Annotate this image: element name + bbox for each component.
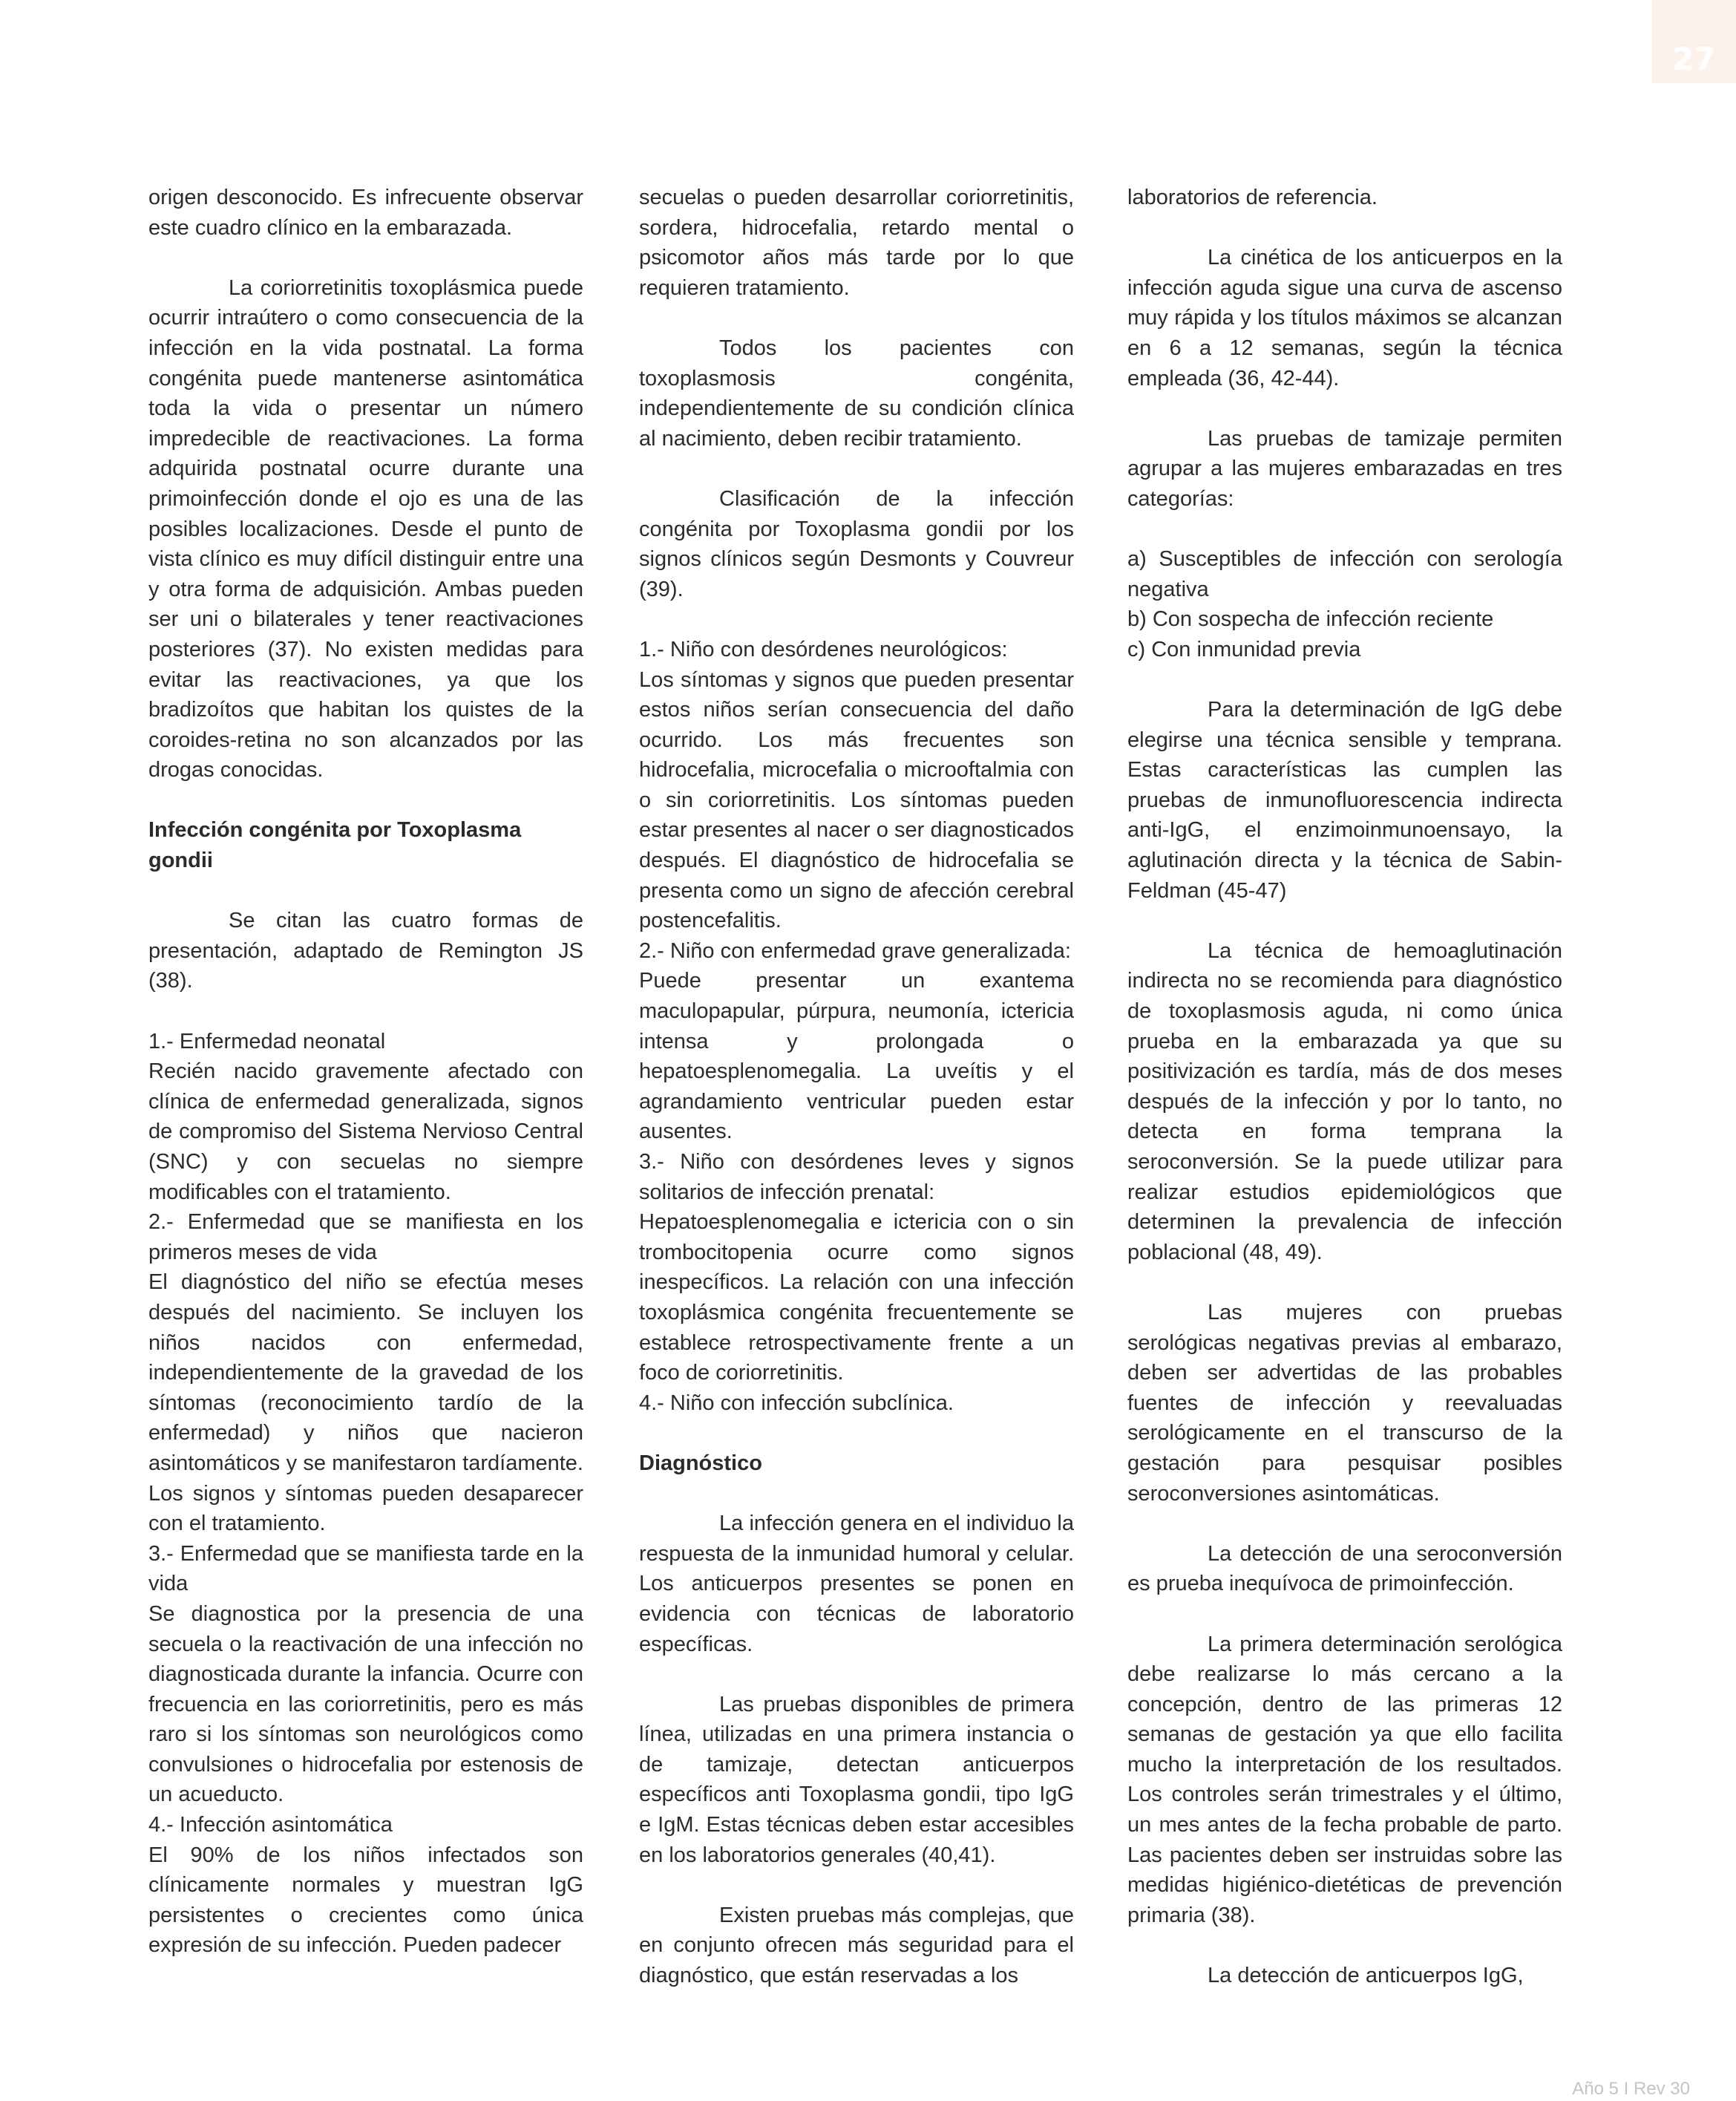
- article-column-2: [639, 183, 1074, 1991]
- list-item-title: 1.- Enfermedad neonatal: [148, 1029, 386, 1053]
- article-column-3: [1127, 183, 1562, 1991]
- paragraph: La coriorretinitis toxoplásmica puede ocurrir intraútero o como consecuencia de la infección en la vida postnatal. La forma congénita puede mantenerse asintomática toda la vida o presentar un número impredecible de reactivaciones. La forma adquirida postnatal ocurre durante una primoinfección donde el ojo es una de las posibles localizaciones. Desde el punto de vista clínico es muy difícil distinguir entre una y otra forma de adquisición. Ambas pueden ser uni o bilaterales y tener reactivaciones posteriores (37). No existen medidas para evitar las reactivaciones, ya que los bradizoítos que habitan los quistes de la coroides-retina no son alcanzados por las drogas conocidas.: [148, 275, 583, 782]
- list-item-text: El diagnóstico del niño se efectúa meses después del nacimiento. Se incluyen los niños nacidos con enfermedad, independientemente de la gravedad de los síntomas (reconocimiento tardío de la enfermedad) y niños que nacieron asintomáticos y se manifestaron tardíamente. Los signos y síntomas pueden desaparecer con el tratamiento.: [148, 1270, 583, 1536]
- footer-issue-label: Año 5 I Rev 30: [1572, 2079, 1690, 2099]
- list-item-title: 2.- Enfermedad que se manifiesta en los primeros meses de vida: [148, 1210, 583, 1264]
- list-item-title: 4.- Niño con infección subclínica.: [639, 1391, 954, 1415]
- list-item-text: Los síntomas y signos que pueden presentar estos niños serían consecuencia del daño ocurrido. Los más frecuentes son hidrocefalia, microcefalia o microoftalmia con o sin coriorretinitis. Los síntomas pueden estar presentes al nacer o ser diagnosticados después. El diagnóstico de hidrocefalia se presenta como un signo de afección cerebral postencefalitis.: [639, 667, 1074, 933]
- list-item: a) Susceptibles de infección con serología negativa: [1127, 547, 1562, 601]
- paragraph: laboratorios de referencia.: [1127, 186, 1378, 209]
- list-item: b) Con sospecha de infección reciente: [1127, 607, 1494, 632]
- list-item-text: Recién nacido gravemente afectado con clínica de enfermedad generalizada, signos de compromiso del Sistema Nervioso Central (SNC) y con secuelas no siempre modificables con el tratamiento.: [148, 1059, 583, 1204]
- section-heading: Diagnóstico: [639, 1451, 762, 1475]
- paragraph: La detección de una seroconversión es prueba inequívoca de primoinfección.: [1127, 1541, 1562, 1596]
- paragraph: origen desconocido. Es infrecuente observar este cuadro clínico en la embarazada.: [148, 186, 583, 240]
- paragraph: Para la determinación de IgG debe elegirse una técnica sensible y temprana. Estas características las cumplen las pruebas de inmunofluorescencia indirecta anti-IgG, el enzimoinmunoensayo, la aglutinación directa y la técnica de Sabin-Feldman (45-47): [1127, 698, 1562, 903]
- paragraph: Existen pruebas más complejas, que en conjunto ofrecen más seguridad para el diagnóstico, que están reservadas a los: [639, 1903, 1074, 1988]
- paragraph: Las mujeres con pruebas serológicas negativas previas al embarazo, deben ser advertidas de las probables fuentes de infección y reevaluadas serológicamente en el transcurso de la gestación para pesquisar posibles seroconversiones asintomáticas.: [1127, 1300, 1562, 1506]
- paragraph: La detección de anticuerpos IgG,: [1208, 1964, 1524, 1988]
- list-item-title: 4.- Infección asintomática: [148, 1813, 393, 1837]
- page-number-box: [1652, 0, 1736, 83]
- paragraph: Las pruebas de tamizaje permiten agrupar a las mujeres embarazadas en tres categorías:: [1127, 426, 1562, 511]
- article-column-1: [148, 183, 583, 1961]
- paragraph: La primera determinación serológica debe realizarse lo más cercano a la concepción, dentro de las primeras 12 semanas de gestación ya que ello facilita mucho la interpretación de los resultados. Los controles serán trimestrales y el último, un mes antes de la fecha probable de parto. Las pacientes deben ser instruidas sobre las medidas higiénico-dietéticas de prevención primaria (38).: [1127, 1632, 1562, 1927]
- paragraph: Se citan las cuatro formas de presentación, adaptado de Remington JS (38).: [148, 909, 583, 993]
- section-heading: Infección congénita por Toxoplasma gondii: [148, 818, 522, 873]
- list-item-text: Se diagnostica por la presencia de una secuela o la reactivación de una infección no diagnosticada durante la infancia. Ocurre con frecuencia en las coriorretinitis, pero es más raro si los síntomas son neurológicos como convulsiones o hidrocefalia por estenosis de un acueducto.: [148, 1601, 583, 1807]
- paragraph: La cinética de los anticuerpos en la infección aguda sigue una curva de ascenso muy rápida y los títulos máximos se alcanzan en 6 a 12 semanas, según la técnica empleada (36, 42-44).: [1127, 246, 1562, 391]
- list-item-text: El 90% de los niños infectados son clínicamente normales y muestran IgG persistentes o crecientes como única expresión de su infección. Pueden padecer: [148, 1843, 583, 1958]
- list-item: c) Con inmunidad previa: [1127, 637, 1361, 661]
- list-item-text: Puede presentar un exantema maculopapular, púrpura, neumonía, ictericia intensa y prolongada o hepatoesplenomegalia. La uveítis y el agrandamiento ventricular pueden estar ausentes.: [639, 969, 1074, 1144]
- paragraph: La infección genera en el individuo la respuesta de la inmunidad humoral y celular. Los anticuerpos presentes se ponen en evidencia con técnicas de laboratorio específicas.: [639, 1512, 1074, 1656]
- list-item-text: Hepatoesplenomegalia e ictericia con o sin trombocitopenia ocurre como signos inespecíficos. La relación con una infección toxoplásmica congénita frecuentemente se establece retrospectivamente frente a un foco de coriorretinitis.: [639, 1210, 1074, 1385]
- list-item-title: 2.- Niño con enfermedad grave generalizada:: [639, 938, 1071, 963]
- list-item-title: 3.- Niño con desórdenes leves y signos solitarios de infección prenatal:: [639, 1150, 1074, 1204]
- paragraph: Todos los pacientes con toxoplasmosis congénita, independientemente de su condición clínica al nacimiento, deben recibir tratamiento.: [639, 336, 1074, 451]
- list-item-title: 3.- Enfermedad que se manifiesta tarde en la vida: [148, 1541, 583, 1596]
- paragraph: Las pruebas disponibles de primera línea, utilizadas en una primera instancia o de tamizaje, detectan anticuerpos específicos anti Toxoplasma gondii, tipo IgG e IgM. Estas técnicas deben estar accesibles en los laboratorios generales (40,41).: [639, 1692, 1074, 1867]
- page-number: 27: [1672, 41, 1716, 77]
- paragraph: secuelas o pueden desarrollar coriorretinitis, sordera, hidrocefalia, retardo mental o psicomotor años más tarde por lo que requieren tratamiento.: [639, 186, 1074, 300]
- paragraph: Clasificación de la infección congénita por Toxoplasma gondii por los signos clínicos según Desmonts y Couvreur (39).: [639, 486, 1074, 601]
- list-item-title: 1.- Niño con desórdenes neurológicos:: [639, 637, 1008, 661]
- paragraph: La técnica de hemoaglutinación indirecta no se recomienda para diagnóstico de toxoplasmosis aguda, ni como única prueba en la embarazada ya que su positivización es tardía, más de dos meses después de la infección y por lo tanto, no detecta en forma temprana la seroconversión. Se la puede utilizar para realizar estudios epidemiológicos que determinen la prevalencia de infección poblacional (48, 49).: [1127, 938, 1562, 1264]
